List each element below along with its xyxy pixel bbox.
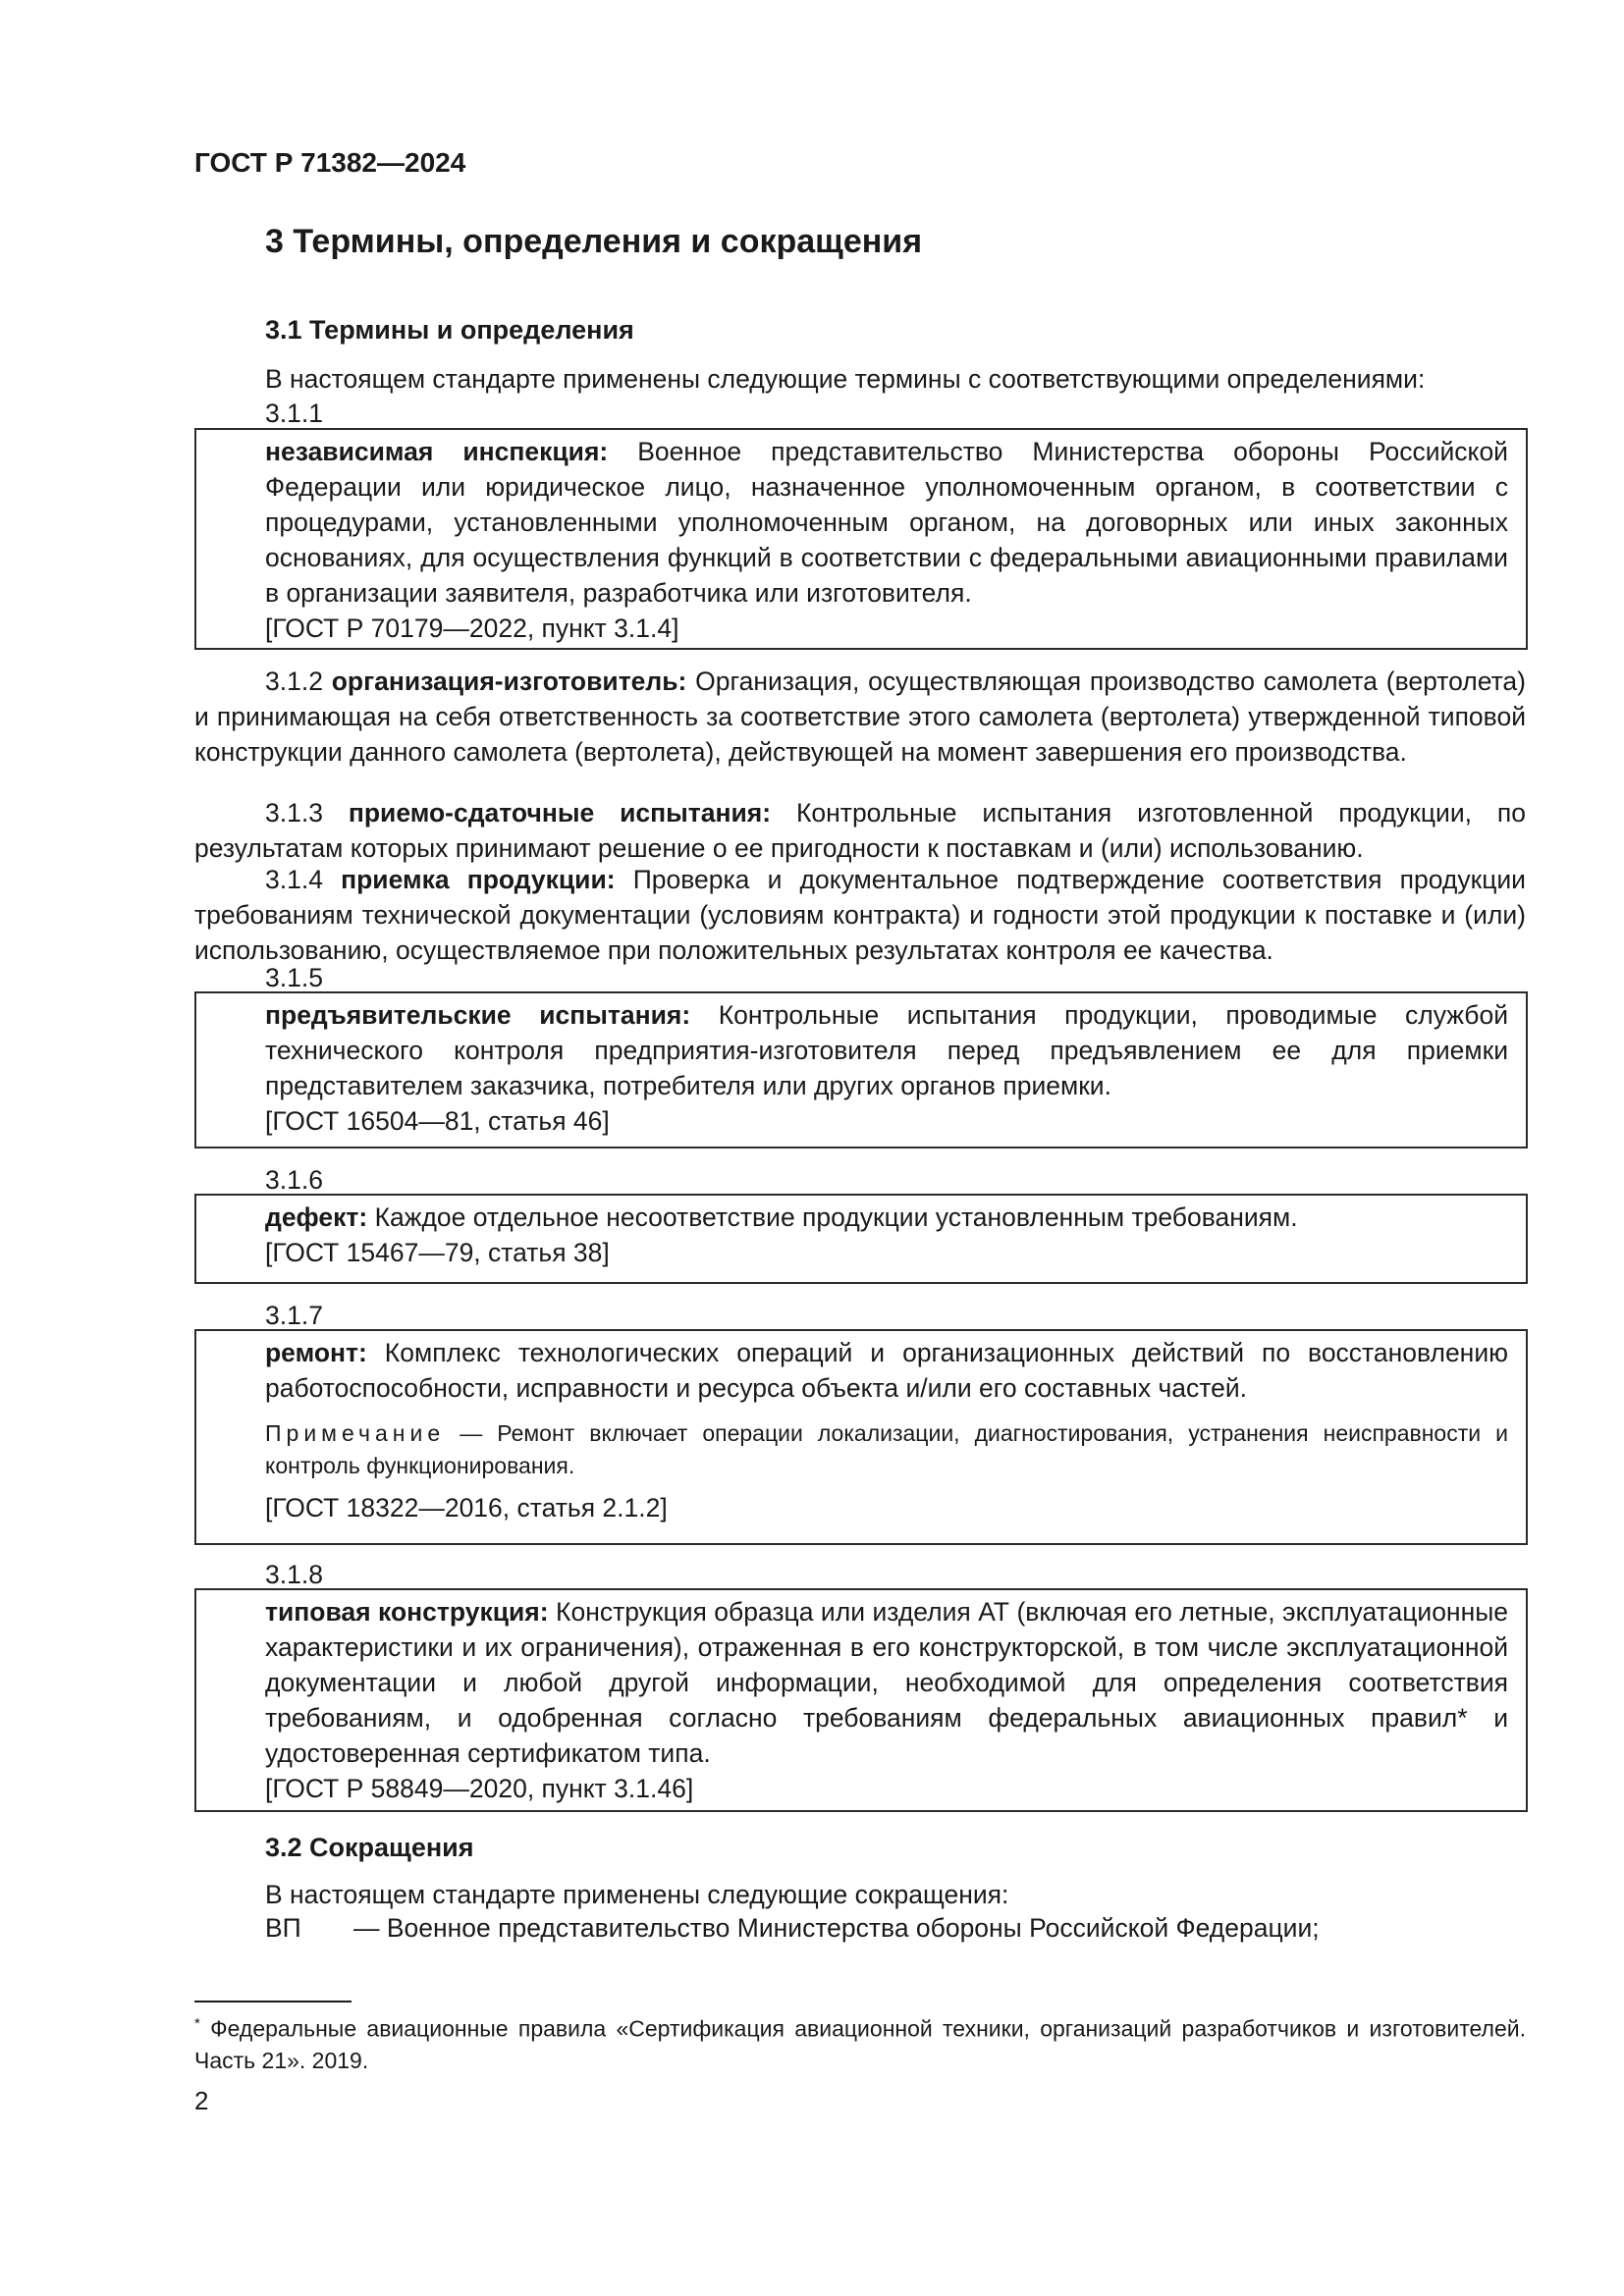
term-note xyxy=(265,1417,1508,1482)
term-source: [ГОСТ Р 70179—2022, пункт 3.1.4] xyxy=(265,614,679,643)
term-definition: Каждое отдельное несоответствие продукции установленным требованиям. xyxy=(367,1202,1298,1232)
abbreviations-intro: В настоящем стандарте применены следующие сокращения: xyxy=(265,1880,1009,1909)
term-paragraph-3-1-4 xyxy=(194,862,1526,968)
document-code-header: ГОСТ Р 71382—2024 xyxy=(194,147,466,178)
term-definition: Военное представительство Министерства обороны Российской Федерации или юридическое лицо, назначенное уполномоченным органом, в соответствии с процедурами, установленными уполномоченным органом, на договорных или иных законных основаниях, для осуществления функций в соответствии с федеральными авиационными правилами в организации заявителя, разработчика или изготовителя. xyxy=(265,437,1508,608)
abbreviation-code: ВП xyxy=(265,1913,301,1943)
abbreviation-row xyxy=(265,1910,1320,1946)
term-definition: Конструкция образца или изделия АТ (включая его летные, эксплуатационные характеристики и их ограничения), отраженная в его конструкторской, в том числе эксплуатационной документации и любой другой информации, необходимой для определения соответствия требованиям, и одобренная согласно требованиям федеральных авиационных правил* и удостоверенная сертификатом типа. xyxy=(265,1597,1508,1768)
term-name: типовая конструкция: xyxy=(265,1597,549,1627)
term-definition: Организация, осуществляющая производство самолета (вертолета) и принимающая на себя ответственность за соответствие этого самолета (вертолета) утвержденной типовой конструкции данного самолета (вертолета), действующей на момент завершения его производства. xyxy=(194,667,1526,767)
page-number: 2 xyxy=(194,2086,209,2115)
term-name: приемка продукции: xyxy=(341,865,616,894)
term-number-3-1-5: 3.1.5 xyxy=(265,963,323,992)
term-number-3-1-1: 3.1.1 xyxy=(265,399,323,428)
term-definition: Проверка и документальное подтверждение соответствия продукции требованиям технической документации (условиям контракта) и годности этой продукции к поставке и (или) использованию, осуществляемое при положительных результатах контроля ее качества. xyxy=(194,865,1526,965)
term-definition: Комплекс технологических операций и организационных действий по восстановлению работоспособности, исправности и ресурса объекта и/или его составных частей. xyxy=(265,1338,1508,1403)
term-paragraph-3-1-2 xyxy=(194,664,1526,770)
subsection-title-abbreviations: 3.2 Сокращения xyxy=(265,1833,474,1862)
section-title: 3 Термины, определения и сокращения xyxy=(265,223,923,260)
term-number: 3.1.3 xyxy=(265,798,323,828)
footnote-divider xyxy=(194,2001,352,2002)
footnote-text: Федеральные авиационные правила «Сертификация авиационной техники, организаций разработчиков и изготовителей. Часть 21». 2019. xyxy=(194,2015,1526,2073)
term-number-3-1-7: 3.1.7 xyxy=(265,1301,323,1330)
term-name: дефект: xyxy=(265,1202,368,1232)
note-label: Примечание xyxy=(265,1420,446,1446)
abbreviation-text: — Военное представительство Министерства обороны Российской Федерации; xyxy=(353,1913,1320,1943)
term-source: [ГОСТ 18322—2016, статья 2.1.2] xyxy=(265,1493,668,1522)
term-number: 3.1.2 xyxy=(265,667,323,696)
footnote-mark: * xyxy=(194,2015,200,2032)
term-box-3-1-1 xyxy=(194,428,1528,650)
terms-intro: В настоящем стандарте применены следующие термины с соответствующими определениями: xyxy=(265,364,1426,394)
term-name: ремонт: xyxy=(265,1338,367,1367)
term-definition: Контрольные испытания изготовленной продукции, по результатам которых принимают решение о ее пригодности к поставкам и (или) использованию. xyxy=(194,798,1526,863)
term-number: 3.1.4 xyxy=(265,865,323,894)
term-source: [ГОСТ Р 58849—2020, пункт 3.1.46] xyxy=(265,1774,694,1803)
term-paragraph-3-1-3 xyxy=(194,795,1526,866)
term-name: приемо-сдаточные испытания: xyxy=(348,798,772,828)
term-box-3-1-5 xyxy=(194,991,1528,1148)
note-text: — Ремонт включает операции локализации, диагностирования, устранения неисправности и контроль функционирования. xyxy=(265,1420,1508,1478)
term-number-3-1-6: 3.1.6 xyxy=(265,1165,323,1195)
term-box-3-1-7 xyxy=(194,1329,1528,1545)
term-source: [ГОСТ 16504—81, статья 46] xyxy=(265,1106,610,1136)
term-definition: Контрольные испытания продукции, проводимые службой технического контроля предприятия-изготовителя перед предъявлением ее для приемки представителем заказчика, потребителя или других органов приемки. xyxy=(265,1000,1509,1100)
term-source: [ГОСТ 15467—79, статья 38] xyxy=(265,1238,610,1267)
term-name: независимая инспекция: xyxy=(265,437,609,466)
term-name: организация-изготовитель: xyxy=(331,667,687,696)
term-number-3-1-8: 3.1.8 xyxy=(265,1560,323,1589)
term-box-3-1-6 xyxy=(194,1194,1528,1284)
term-box-3-1-8 xyxy=(194,1588,1528,1812)
footnote xyxy=(194,2008,1526,2076)
subsection-title-terms: 3.1 Термины и определения xyxy=(265,315,634,345)
term-name: предъявительские испытания: xyxy=(265,1000,691,1030)
